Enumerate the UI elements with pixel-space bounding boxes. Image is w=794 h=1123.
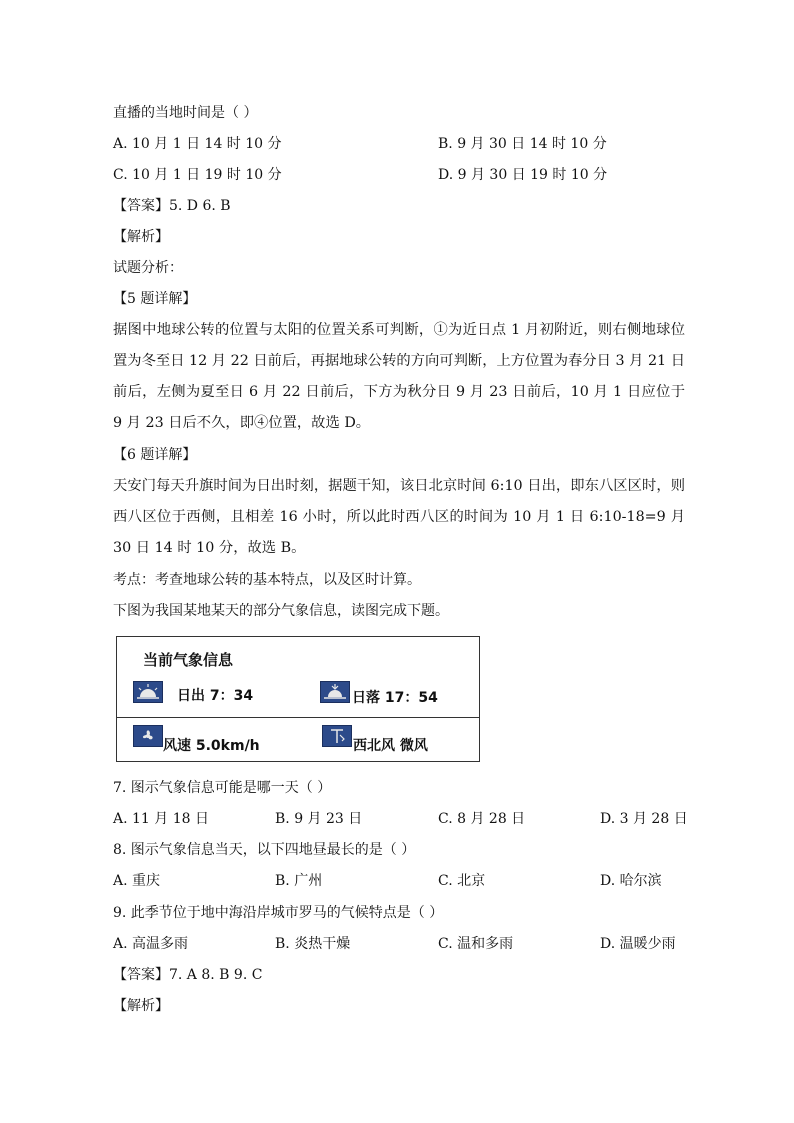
wind-speed: 风速 5.0km/h (163, 738, 260, 754)
option-a: A. 10 月 1 日 14 时 10 分 (113, 136, 282, 152)
panel-divider (117, 717, 479, 718)
weather-panel-title: 当前气象信息 (143, 651, 234, 669)
option-d: D. 9 月 30 日 19 时 10 分 (438, 167, 608, 183)
option-b: B. 9 月 30 日 14 时 10 分 (438, 136, 607, 152)
q9-stem: 9. 此季节位于地中海沿岸城市罗马的气候特点是（ ） (113, 905, 444, 921)
fan-icon (133, 725, 163, 747)
kaodian-note: 考点：考查地球公转的基本特点，以及区时计算。 (113, 572, 421, 588)
question-stem-tail: 直播的当地时间是（ ） (113, 105, 258, 121)
option-c: C. 10 月 1 日 19 时 10 分 (113, 167, 282, 183)
analysis-label: 【解析】 (113, 229, 169, 245)
q7-option-d: D. 3 月 28 日 (600, 811, 688, 827)
q8-option-d: D. 哈尔滨 (600, 873, 662, 889)
q7-option-b: B. 9 月 23 日 (275, 811, 363, 827)
q9-option-b: B. 炎热干燥 (275, 936, 351, 952)
q9-option-a: A. 高温多雨 (113, 936, 189, 952)
analysis-intro: 试题分析： (113, 260, 183, 276)
figure-intro: 下图为我国某地某天的部分气象信息，读图完成下题。 (113, 603, 449, 619)
q9-option-c: C. 温和多雨 (438, 936, 514, 952)
q7-option-a: A. 11 月 18 日 (113, 811, 209, 827)
sunrise-time: 日出 7：34 (177, 688, 254, 704)
sunrise-icon (133, 681, 163, 703)
q8-stem: 8. 图示气象信息当天，以下四地昼最长的是（ ） (113, 842, 416, 858)
q8-option-a: A. 重庆 (113, 873, 161, 889)
q8-option-b: B. 广州 (275, 873, 323, 889)
analysis-label-2: 【解析】 (113, 998, 169, 1014)
q9-option-d: D. 温暖少雨 (600, 936, 676, 952)
q7-option-c: C. 8 月 28 日 (438, 811, 526, 827)
q6-explanation: 天安门每天升旗时间为日出时刻，据题干知，该日北京时间 6:10 日出，即东八区区时，则西八区位于西侧，且相差 16 小时，所以此时西八区的时间为 10 月 1 日 6:10-18=9 月 30 日 14 时 10 分，故选 B。 (113, 478, 685, 556)
q5-explanation: 据图中地球公转的位置与太阳的位置关系可判断，①为近日点 1 月初附近，则右侧地球位置为冬至日 12 月 22 日前后，再据地球公转的方向可判断，上方位置为春分日 3 月 21 日前后，左侧为夏至日 6 月 22 日前后，下方为秋分日 9 月 23 日前后，10 月 1 日应位于 9 月 23 日后不久，即④位置，故选 D。 (113, 322, 685, 431)
weather-info-panel (116, 636, 480, 762)
answer-line: 【答案】5. D 6. B (113, 198, 231, 214)
sunset-time: 日落 17：54 (352, 690, 438, 706)
wind-direction: 西北风 微风 (353, 738, 428, 754)
sunset-icon (320, 681, 350, 703)
wind-vane-icon (322, 725, 352, 747)
q7-stem: 7. 图示气象信息可能是哪一天（ ） (113, 780, 332, 796)
answer-line-2: 【答案】7. A 8. B 9. C (113, 967, 263, 983)
q6-header: 【6 题详解】 (113, 447, 197, 463)
q8-option-c: C. 北京 (438, 873, 486, 889)
q5-header: 【5 题详解】 (113, 291, 197, 307)
